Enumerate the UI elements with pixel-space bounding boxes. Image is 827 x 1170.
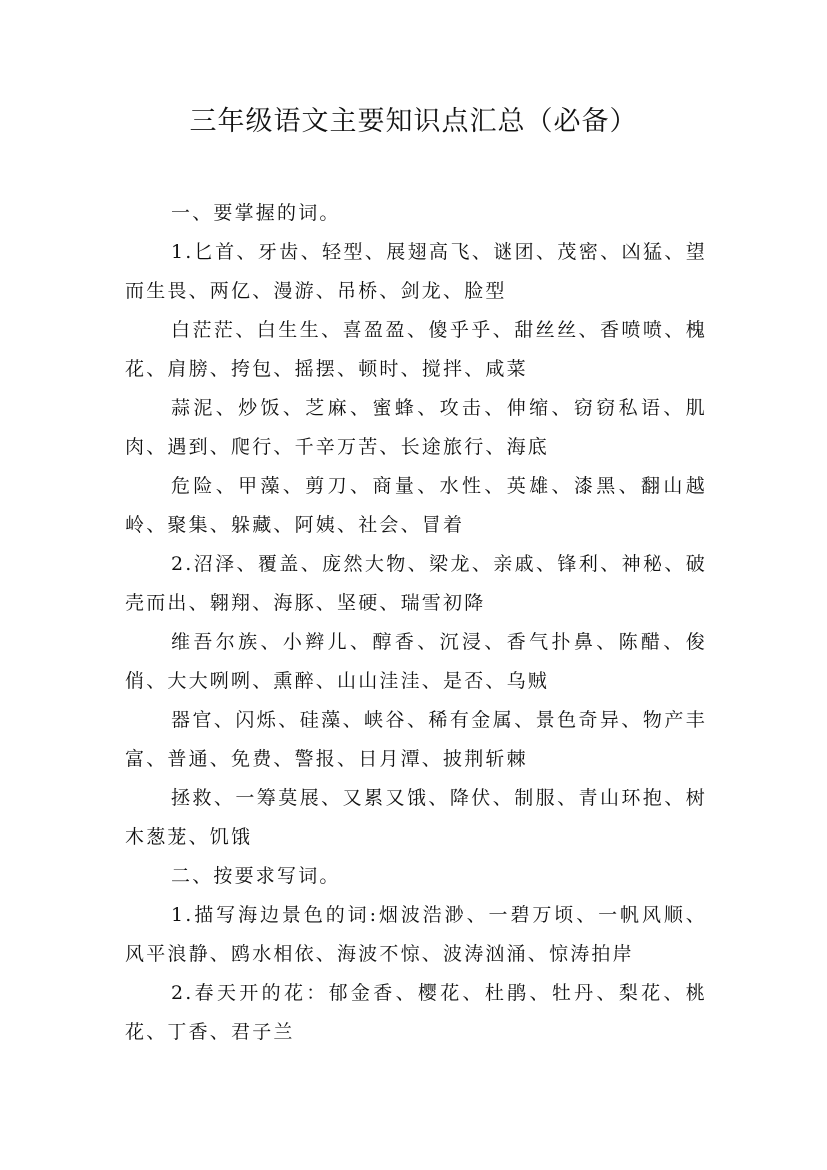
document-body bbox=[125, 194, 707, 1052]
word-list-paragraph: 蒜泥、炒饭、芝麻、蜜蜂、攻击、伸缩、窃窃私语、肌肉、遇到、爬行、千辛万苦、长途旅行、海底 bbox=[125, 397, 707, 458]
section-heading-1: 一、要掌握的词。 bbox=[171, 202, 341, 224]
word-list-paragraph: 维吾尔族、小辫儿、醇香、沉浸、香气扑鼻、陈醋、俊俏、大大咧咧、熏醉、山山洼洼、是否、乌贼 bbox=[125, 631, 707, 692]
word-list-paragraph: 危险、甲藻、剪刀、商量、水性、英雄、漆黑、翻山越岭、聚集、躲藏、阿姨、社会、冒着 bbox=[125, 475, 707, 536]
word-list-paragraph: 拯救、一筹莫展、又累又饿、降伏、制服、青山环抱、树木葱茏、饥饿 bbox=[125, 787, 707, 848]
word-list-paragraph: 1.匕首、牙齿、轻型、展翅高飞、谜团、茂密、凶猛、望而生畏、两亿、漫游、吊桥、剑龙、脸型 bbox=[125, 241, 707, 302]
word-list-paragraph: 2.沼泽、覆盖、庞然大物、梁龙、亲戚、锋利、神秘、破壳而出、翱翔、海豚、坚硬、瑞雪初降 bbox=[125, 553, 707, 614]
document-title: 三年级语文主要知识点汇总（必备） bbox=[189, 106, 638, 137]
word-list-paragraph: 器官、闪烁、硅藻、峡谷、稀有金属、景色奇异、物产丰富、普通、免费、警报、日月潭、披荆斩棘 bbox=[125, 709, 707, 770]
word-list-paragraph: 白茫茫、白生生、喜盈盈、傻乎乎、甜丝丝、香喷喷、槐花、肩膀、挎包、摇摆、顿时、搅拌、咸菜 bbox=[125, 319, 707, 380]
section-heading-2: 二、按要求写词。 bbox=[171, 865, 341, 887]
word-list-paragraph: 1.描写海边景色的词:烟波浩渺、一碧万顷、一帆风顺、风平浪静、鸥水相依、海波不惊、波涛汹涌、惊涛拍岸 bbox=[125, 904, 707, 965]
word-list-paragraph: 2.春天开的花：郁金香、樱花、杜鹃、牡丹、梨花、桃花、丁香、君子兰 bbox=[125, 982, 707, 1043]
